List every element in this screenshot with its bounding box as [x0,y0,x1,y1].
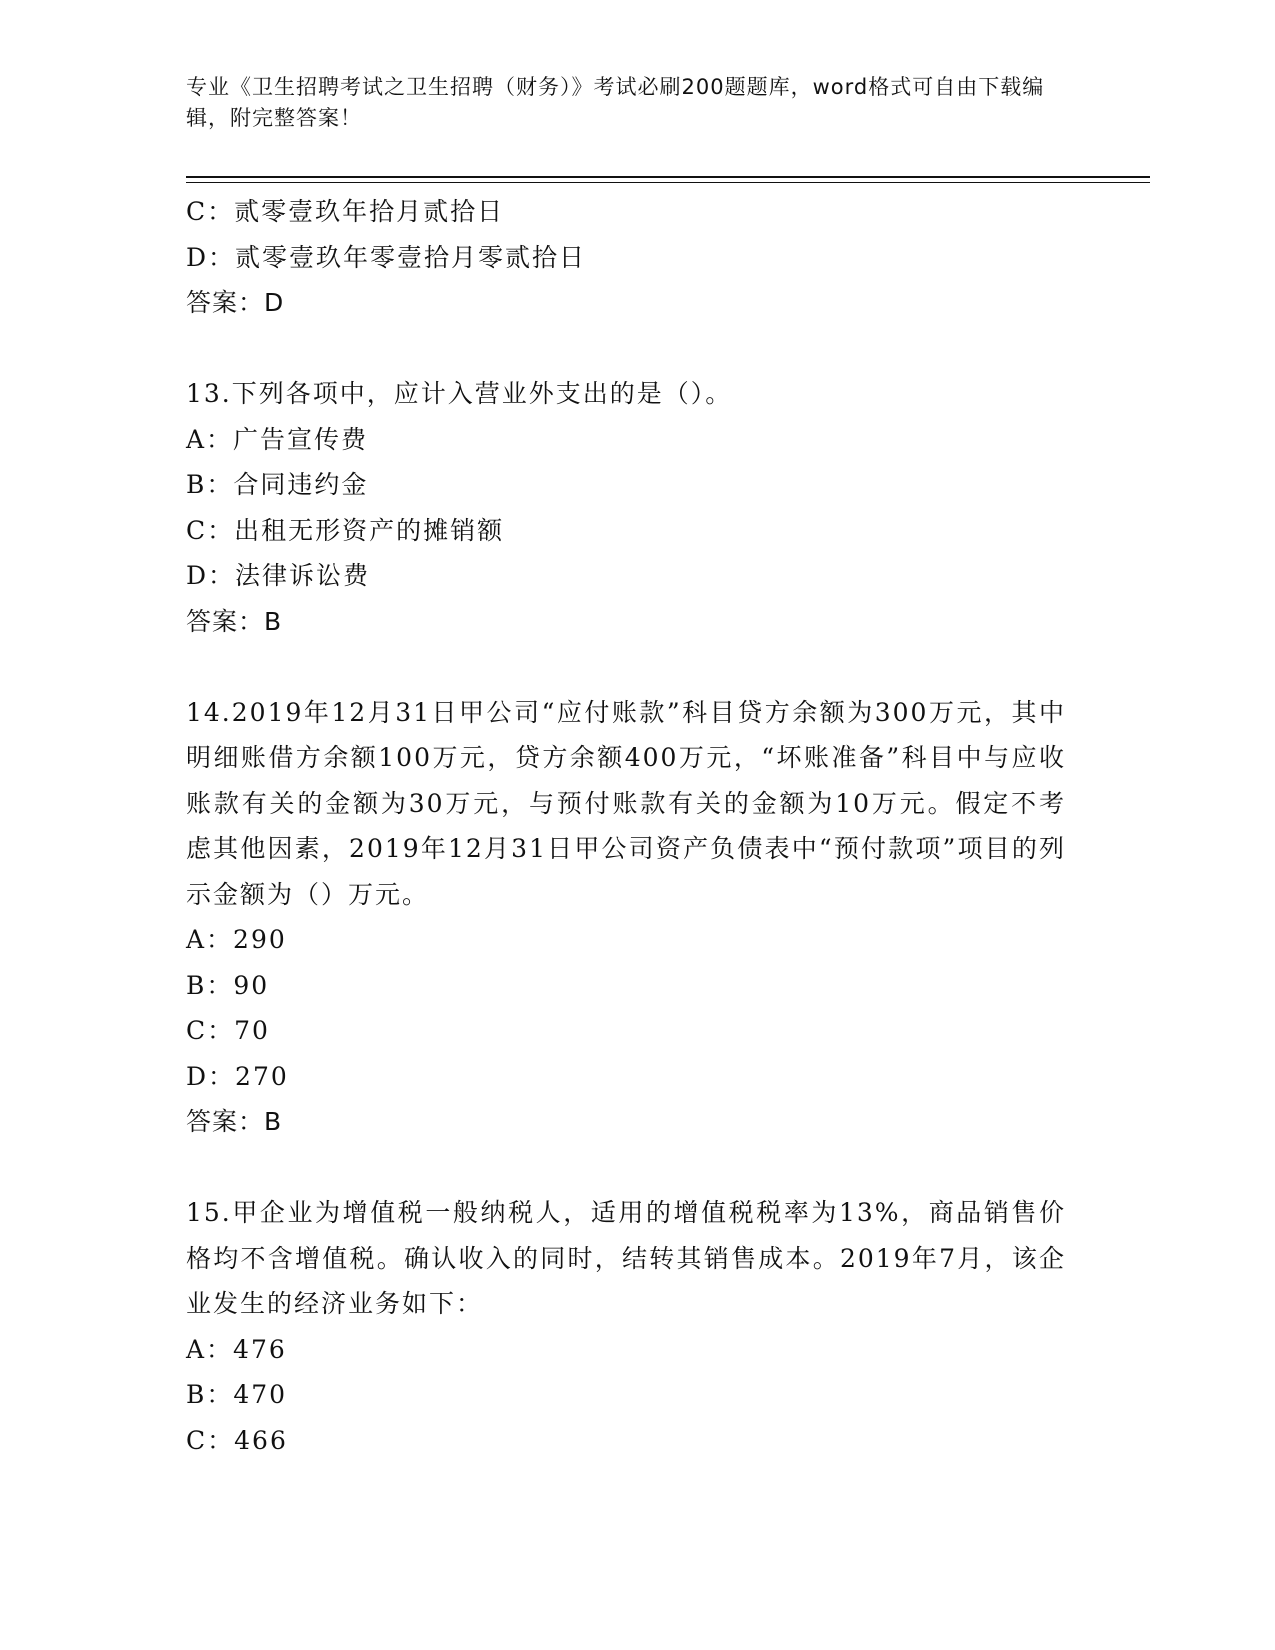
option-a: A：广告宣传费 [186,424,369,454]
option-b: B：470 [186,1380,288,1409]
header-divider-thin [186,182,1150,183]
document-header: 专业《卫生招聘考试之卫生招聘（财务）》考试必刷200题题库，word格式可自由下载编辑，附完整答案！ [186,75,1045,130]
option-a: A：290 [186,925,287,954]
option-c: C：466 [186,1425,288,1455]
question-14 [186,690,1066,1145]
option-b: B：合同违约金 [186,470,369,499]
question-15 [186,1190,1066,1463]
answer-line: 答案：B [186,1107,283,1136]
question-stem: 14.2019年12月31日甲公司“应付账款”科目贷方余额为300万元，其中明细账借方余额100万元，贷方余额400万元，“坏账准备”科目中与应收账款有关的金额为30万元，与预付账款有关的金额为10万元。假定不考虑其他因素，2019年12月31日甲公司资产负债表中“预付款项”项目的列示金额为（）万元。 [186,697,1066,909]
option-d: D：法律诉讼费 [186,561,371,590]
question-stem: 13.下列各项中，应计入营业外支出的是（）。 [186,379,733,408]
answer-line: 答案：D [186,288,285,317]
option-d: D：贰零壹玖年零壹拾月零贰拾日 [186,242,587,272]
answer-line: 答案：B [186,606,283,636]
header-divider-thick [186,176,1150,178]
option-b: B：90 [186,970,270,1000]
option-c: C：70 [186,1016,270,1045]
spacer [186,644,1066,690]
spacer [186,1145,1066,1191]
question-content [186,189,1066,1463]
question-13 [186,371,1066,644]
option-c: C：贰零壹玖年拾月贰拾日 [186,197,505,226]
spacer [186,326,1066,372]
option-c: C：出租无形资产的摊销额 [186,515,505,545]
question-stem: 15.甲企业为增值税一般纳税人，适用的增值税税率为13%，商品销售价格均不含增值税。确认收入的同时，结转其销售成本。2019年7月，该企业发生的经济业务如下： [186,1198,1066,1318]
question-12 [186,189,1066,326]
option-a: A：476 [186,1334,287,1364]
option-d: D：270 [186,1061,289,1091]
